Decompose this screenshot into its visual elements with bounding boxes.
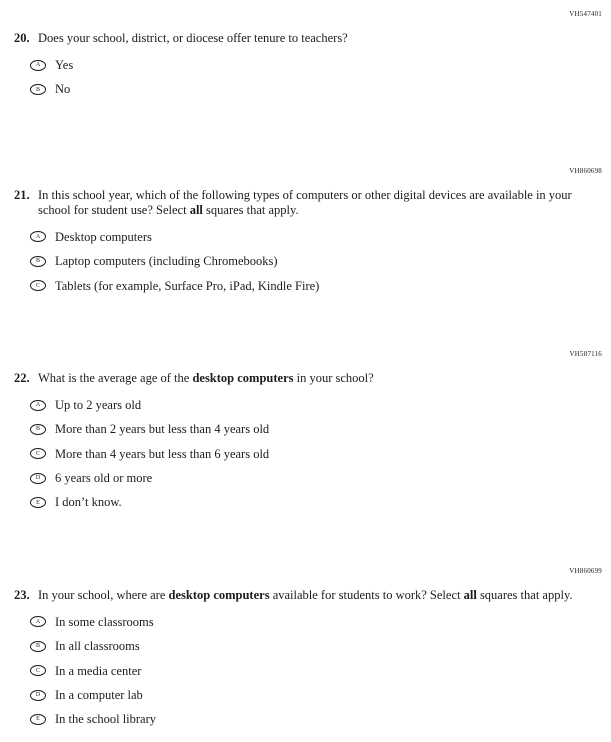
- answer-option[interactable]: [30, 279, 611, 293]
- answer-oval-icon[interactable]: [30, 400, 46, 411]
- answer-option-label: Laptop computers (including Chromebooks): [55, 254, 278, 269]
- answer-option[interactable]: [30, 58, 611, 72]
- answer-option-label: In all classrooms: [55, 639, 140, 654]
- oval-letter: C: [35, 282, 40, 289]
- oval-letter: A: [35, 62, 41, 69]
- answer-option[interactable]: [30, 82, 611, 96]
- answer-option-label: In some classrooms: [55, 614, 154, 629]
- question-number: 21.: [14, 187, 30, 202]
- answer-option-label: In the school library: [55, 712, 157, 727]
- answer-options: [30, 230, 611, 293]
- question-22: [0, 350, 611, 510]
- question-code: VH547401: [569, 10, 602, 18]
- prompt-segment-bold: all: [463, 587, 477, 602]
- answer-option-label: Tablets (for example, Surface Pro, iPad, Kindle Fire): [55, 278, 320, 293]
- prompt-segment-bold: all: [189, 202, 203, 217]
- answer-option-label: In a media center: [55, 663, 142, 678]
- question-number: 22.: [14, 370, 30, 385]
- oval-letter: B: [35, 86, 40, 93]
- answer-oval-icon[interactable]: [30, 280, 46, 291]
- answer-oval-icon[interactable]: [30, 231, 46, 242]
- oval-letter: C: [35, 450, 40, 457]
- answer-option-label: I don’t know.: [55, 495, 122, 510]
- answer-option[interactable]: [30, 254, 611, 268]
- prompt-segment: in your school?: [293, 370, 374, 385]
- prompt-segment: In this school year, which of the following types of computers or other digital devices are available in your school for student use? Select: [38, 187, 572, 217]
- oval-letter: B: [35, 258, 40, 265]
- answer-option-label: In a computer lab: [55, 687, 143, 702]
- prompt-segment: squares that apply.: [476, 587, 573, 602]
- answer-option[interactable]: [30, 664, 611, 678]
- answer-option[interactable]: [30, 615, 611, 629]
- prompt-segment: squares that apply.: [202, 202, 299, 217]
- answer-option[interactable]: [30, 230, 611, 244]
- answer-options: [30, 398, 611, 510]
- question-number: 23.: [14, 587, 30, 602]
- answer-oval-icon[interactable]: [30, 616, 46, 627]
- answer-option[interactable]: [30, 422, 611, 436]
- answer-option[interactable]: [30, 398, 611, 412]
- answer-oval-icon[interactable]: [30, 690, 46, 701]
- question-prompt: [38, 31, 611, 46]
- question-20: [0, 10, 611, 97]
- answer-oval-icon[interactable]: [30, 256, 46, 267]
- answer-option[interactable]: [30, 495, 611, 509]
- answer-oval-icon[interactable]: [30, 641, 46, 652]
- oval-letter: E: [36, 716, 40, 723]
- answer-option-label: More than 2 years but less than 4 years old: [55, 422, 270, 437]
- prompt-segment: available for students to work? Select: [269, 587, 464, 602]
- answer-options: [30, 615, 611, 727]
- oval-letter: D: [35, 475, 41, 482]
- answer-option[interactable]: [30, 688, 611, 702]
- answer-option-label: Up to 2 years old: [55, 397, 142, 412]
- answer-option-label: More than 4 years but less than 6 years old: [55, 446, 270, 461]
- question-prompt: [38, 188, 611, 218]
- prompt-segment-bold: desktop computers: [168, 587, 270, 602]
- prompt-segment-bold: desktop computers: [192, 370, 294, 385]
- oval-letter: B: [35, 426, 40, 433]
- prompt-segment: In your school, where are: [38, 587, 169, 602]
- question-code: VH860698: [569, 166, 602, 175]
- answer-option-label: No: [55, 82, 71, 97]
- oval-letter: A: [35, 402, 41, 409]
- answer-oval-icon[interactable]: [30, 60, 46, 71]
- oval-letter: B: [35, 643, 40, 650]
- answer-oval-icon[interactable]: [30, 424, 46, 435]
- answer-oval-icon[interactable]: [30, 497, 46, 508]
- oval-letter: A: [35, 618, 41, 625]
- question-code: VH587116: [569, 349, 602, 358]
- answer-option-label: Desktop computers: [55, 229, 152, 244]
- answer-oval-icon[interactable]: [30, 448, 46, 459]
- question-prompt: [38, 588, 611, 603]
- question-23: [0, 567, 611, 727]
- oval-letter: C: [35, 667, 40, 674]
- question-21: [0, 167, 611, 293]
- answer-oval-icon[interactable]: [30, 665, 46, 676]
- answer-options: [30, 58, 611, 97]
- answer-option[interactable]: [30, 712, 611, 726]
- question-prompt: [38, 371, 611, 386]
- answer-option-label: Yes: [55, 58, 74, 72]
- answer-option[interactable]: [30, 471, 611, 485]
- answer-option[interactable]: [30, 639, 611, 653]
- answer-oval-icon[interactable]: [30, 473, 46, 484]
- oval-letter: D: [35, 692, 41, 699]
- question-number: 20.: [14, 31, 30, 45]
- oval-letter: E: [36, 499, 40, 506]
- answer-option[interactable]: [30, 447, 611, 461]
- oval-letter: A: [35, 233, 41, 240]
- answer-oval-icon[interactable]: [30, 84, 46, 95]
- prompt-segment: What is the average age of the: [38, 370, 193, 385]
- answer-option-label: 6 years old or more: [55, 471, 153, 485]
- prompt-segment: Does your school, district, or diocese offer tenure to teachers?: [38, 31, 348, 45]
- question-code: VH860699: [569, 566, 602, 575]
- answer-oval-icon[interactable]: [30, 714, 46, 725]
